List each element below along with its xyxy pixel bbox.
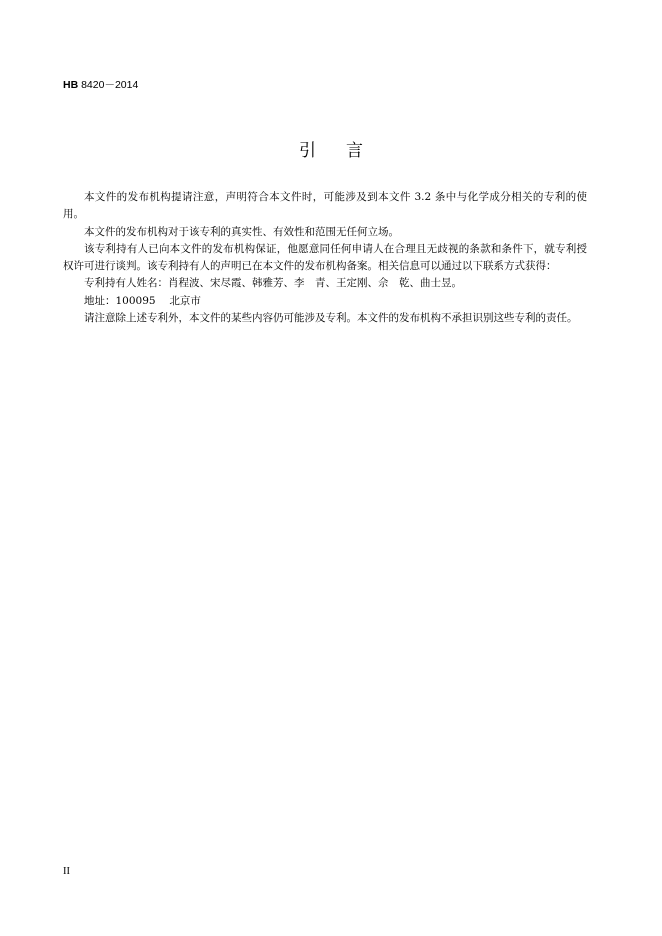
paragraph-other-patents: 请注意除上述专利外，本文件的某些内容仍可能涉及专利。本文件的发布机构不承担识别这些专利的责任。 bbox=[84, 312, 578, 325]
paragraph-position: 本文件的发布机构对于该专利的真实性、有效性和范围无任何立场。 bbox=[84, 225, 399, 238]
standard-number: 8420－2014 bbox=[81, 79, 139, 91]
page-number: II bbox=[63, 866, 70, 877]
page-title: 引言 bbox=[299, 141, 393, 161]
document-header bbox=[63, 77, 138, 92]
paragraph-patent-notice: 本文件的发布机构提请注意，声明符合本文件时，可能涉及到本文件 3.2 条中与化学成分相关的专利的使用。 bbox=[63, 191, 587, 221]
paragraph-address: 地址：100095 北京市 bbox=[84, 294, 201, 307]
paragraph-holder-assurance: 该专利持有人已向本文件的发布机构保证，他愿意同任何申请人在合理且无歧视的条款和条件下，就专利授权许可进行谈判。该专利持有人的声明已在本文件的发布机构备案。相关信息可以通过以下联系方式获得： bbox=[63, 242, 587, 273]
standard-code: HB bbox=[63, 79, 79, 91]
document-body bbox=[63, 189, 587, 327]
paragraph-holder-names: 专利持有人姓名：肖程波、宋尽霞、韩雅芳、李 青、王定刚、佘 乾、曲士昱。 bbox=[84, 277, 462, 290]
